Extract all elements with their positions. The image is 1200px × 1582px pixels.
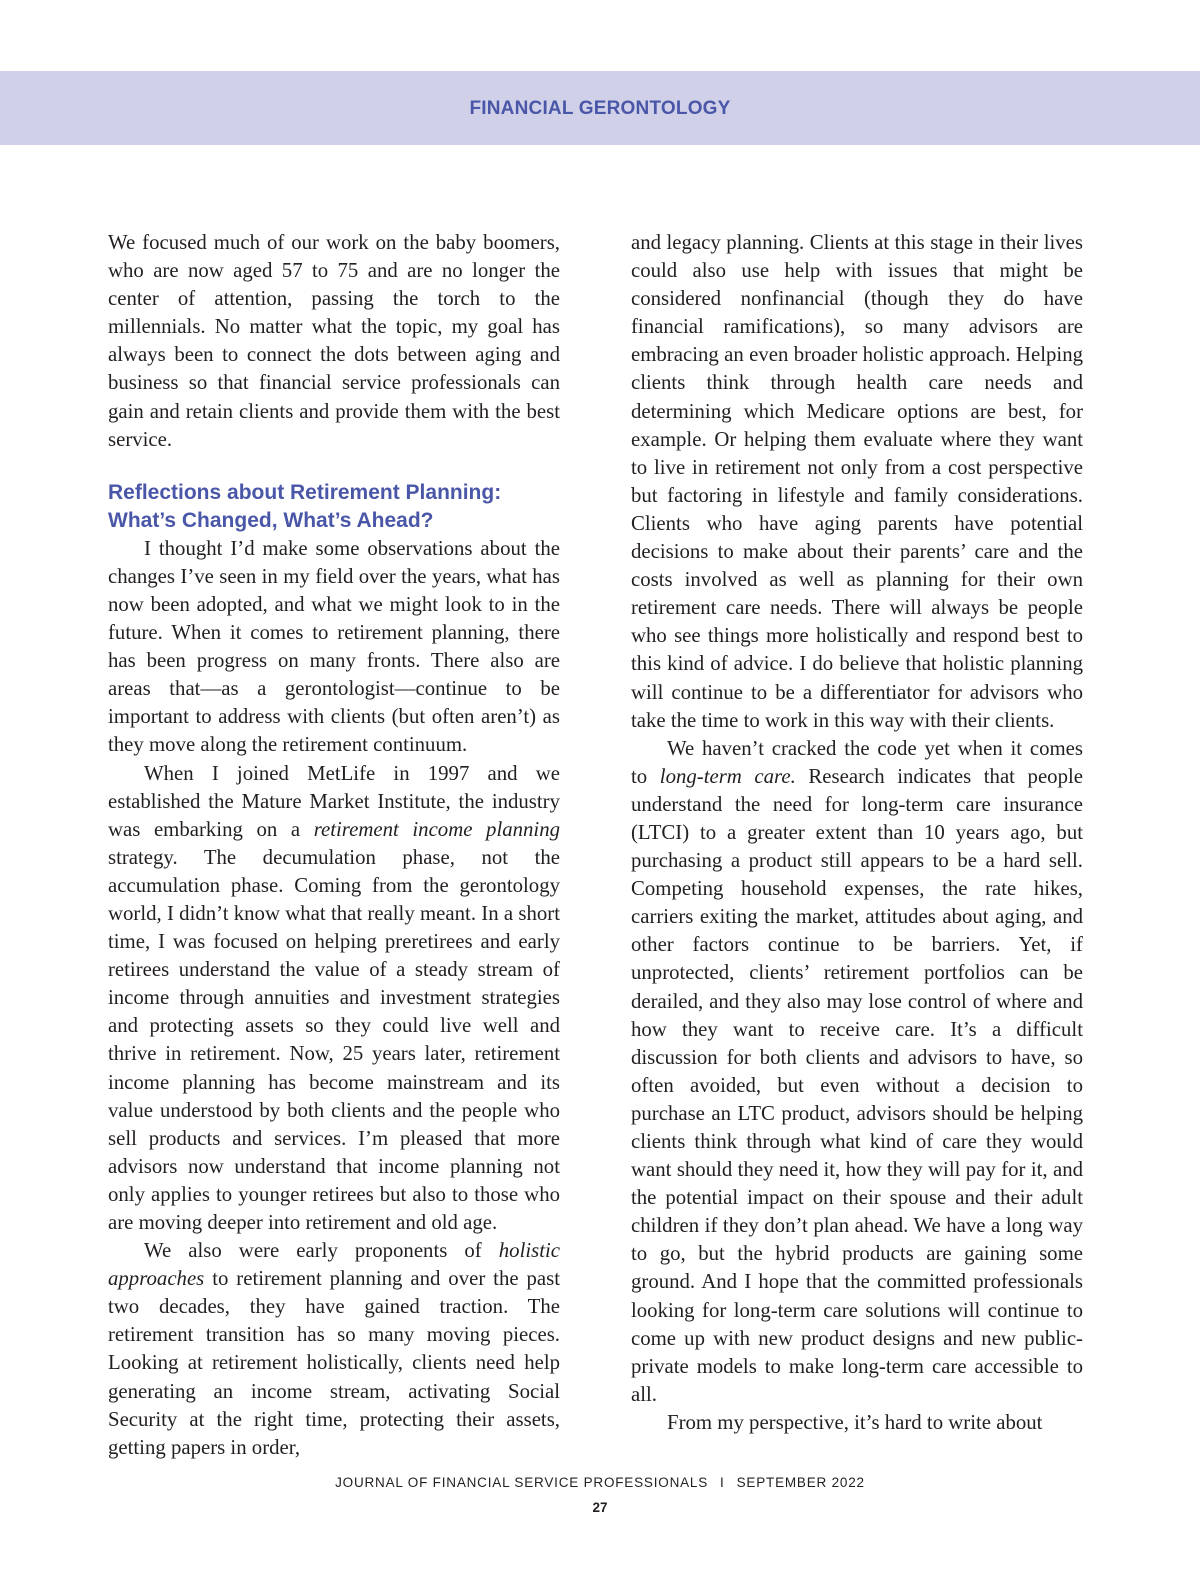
article-column-left [108, 229, 560, 1462]
paragraph: and legacy planning. Clients at this stage in their lives could also use help with issues that might be considered nonfinancial (though they do have financial ramifications), so many advisors are embracing an even broader holistic approach. Helping clients think through health care needs and determining which Medicare options are best, for example. Or helping them evaluate where they want to live in retirement not only from a cost perspective but factoring in lifestyle and family considerations. Clients who have aging parents have potential decisions to make about their parents’ care and the costs involved as well as planning for their own retirement care needs. There will always be people who see things more holistically and respond best to this kind of advice. I do believe that holistic planning will continue to be a differentiator for advisors who take the time to work in this way with their clients. [631, 231, 1083, 732]
footer-separator: I [720, 1475, 725, 1490]
text-run: strategy. The decumulation phase, not the accumulation phase. Coming from the gerontology world, I didn’t know what that really meant. In a short time, I was focused on helping preretirees and early retirees understand the value of a steady stream of income through annuities and investment strategies and protecting assets so they could live well and thrive in retirement. Now, 25 years later, retirement income planning has become mainstream and its value understood by both clients and the people who sell products and services. I’m pleased that more advisors now understand that income planning not only applies to younger retirees but also to those who are moving deeper into retirement and old age. [108, 845, 560, 1234]
text-run: We haven’t cracked the code yet when it comes to [631, 736, 1083, 788]
text-run: When I joined MetLife in 1997 and we established the Mature Market Institute, the industry was embarking on a [108, 761, 560, 841]
section-title: FINANCIAL GERONTOLOGY [469, 98, 731, 119]
text-run: to retirement planning and over the past two decades, they have gained traction. The retirement transition has so many moving pieces. Looking at retirement holistically, clients need help generating an income stream, activating Social Security at the right time, protecting their assets, getting papers in order, [108, 1267, 560, 1459]
section-heading-line-1: Reflections about Retirement Planning: [108, 480, 502, 504]
issue-date: SEPTEMBER 2022 [736, 1475, 865, 1490]
page-number: 27 [592, 1500, 608, 1515]
paragraph: We focused much of our work on the baby boomers, who are now aged 57 to 75 and are no longer the center of attention, passing the torch to the millennials. No matter what the topic, my goal has always been to connect the dots between aging and business so that financial service professionals can gain and retain clients and provide them with the best service. [108, 231, 560, 451]
text-run: We also were early proponents of [144, 1239, 499, 1263]
paragraph: From my perspective, it’s hard to write about [667, 1410, 1043, 1434]
footer-journal-line [0, 1475, 1200, 1490]
section-heading [108, 479, 560, 535]
article-column-right [631, 229, 1083, 1437]
emphasized-term: retirement income planning [313, 817, 560, 841]
text-run: Research indicates that people understand the need for long-term care insurance (LTCI) to a greater extent than 10 years ago, but purchasing a product still appears to be a hard sell. Competing household expenses, the rate hikes, carriers exiting the market, attitudes about aging, and other factors continue to be barriers. Yet, if unprotected, clients’ retirement portfolios can be derailed, and they also may lose control of where and how they want to receive care. It’s a difficult discussion for both clients and advisors to have, so often avoided, but even without a decision to purchase an LTC product, advisors should be helping clients think through what kind of care they would want should they need it, how they will pay for it, and the potential impact on their spouse and their adult children if they don’t plan ahead. We have a long way to go, but the hybrid products are gaining some ground. And I hope that the committed professionals looking for long-term care solutions will continue to come up with new product designs and new public-private models to make long-term care accessible to all. [631, 764, 1083, 1406]
paragraph [108, 1237, 560, 1462]
emphasized-term: long-term care. [659, 764, 796, 788]
paragraph: I thought I’d make some observations about the changes I’ve seen in my field over the years, what has now been adopted, and what we might look to in the future. When it comes to retirement planning, there has been progress on many fronts. There also are areas that—as a gerontologist—continue to be important to address with clients (but often aren’t) as they move along the retirement continuum. [108, 536, 560, 757]
section-heading-line-2: What’s Changed, What’s Ahead? [108, 508, 434, 532]
emphasized-term: holistic approaches [108, 1239, 560, 1291]
paragraph [108, 760, 560, 1238]
paragraph [631, 735, 1083, 1409]
journal-name: JOURNAL OF FINANCIAL SERVICE PROFESSIONALS [335, 1475, 709, 1490]
